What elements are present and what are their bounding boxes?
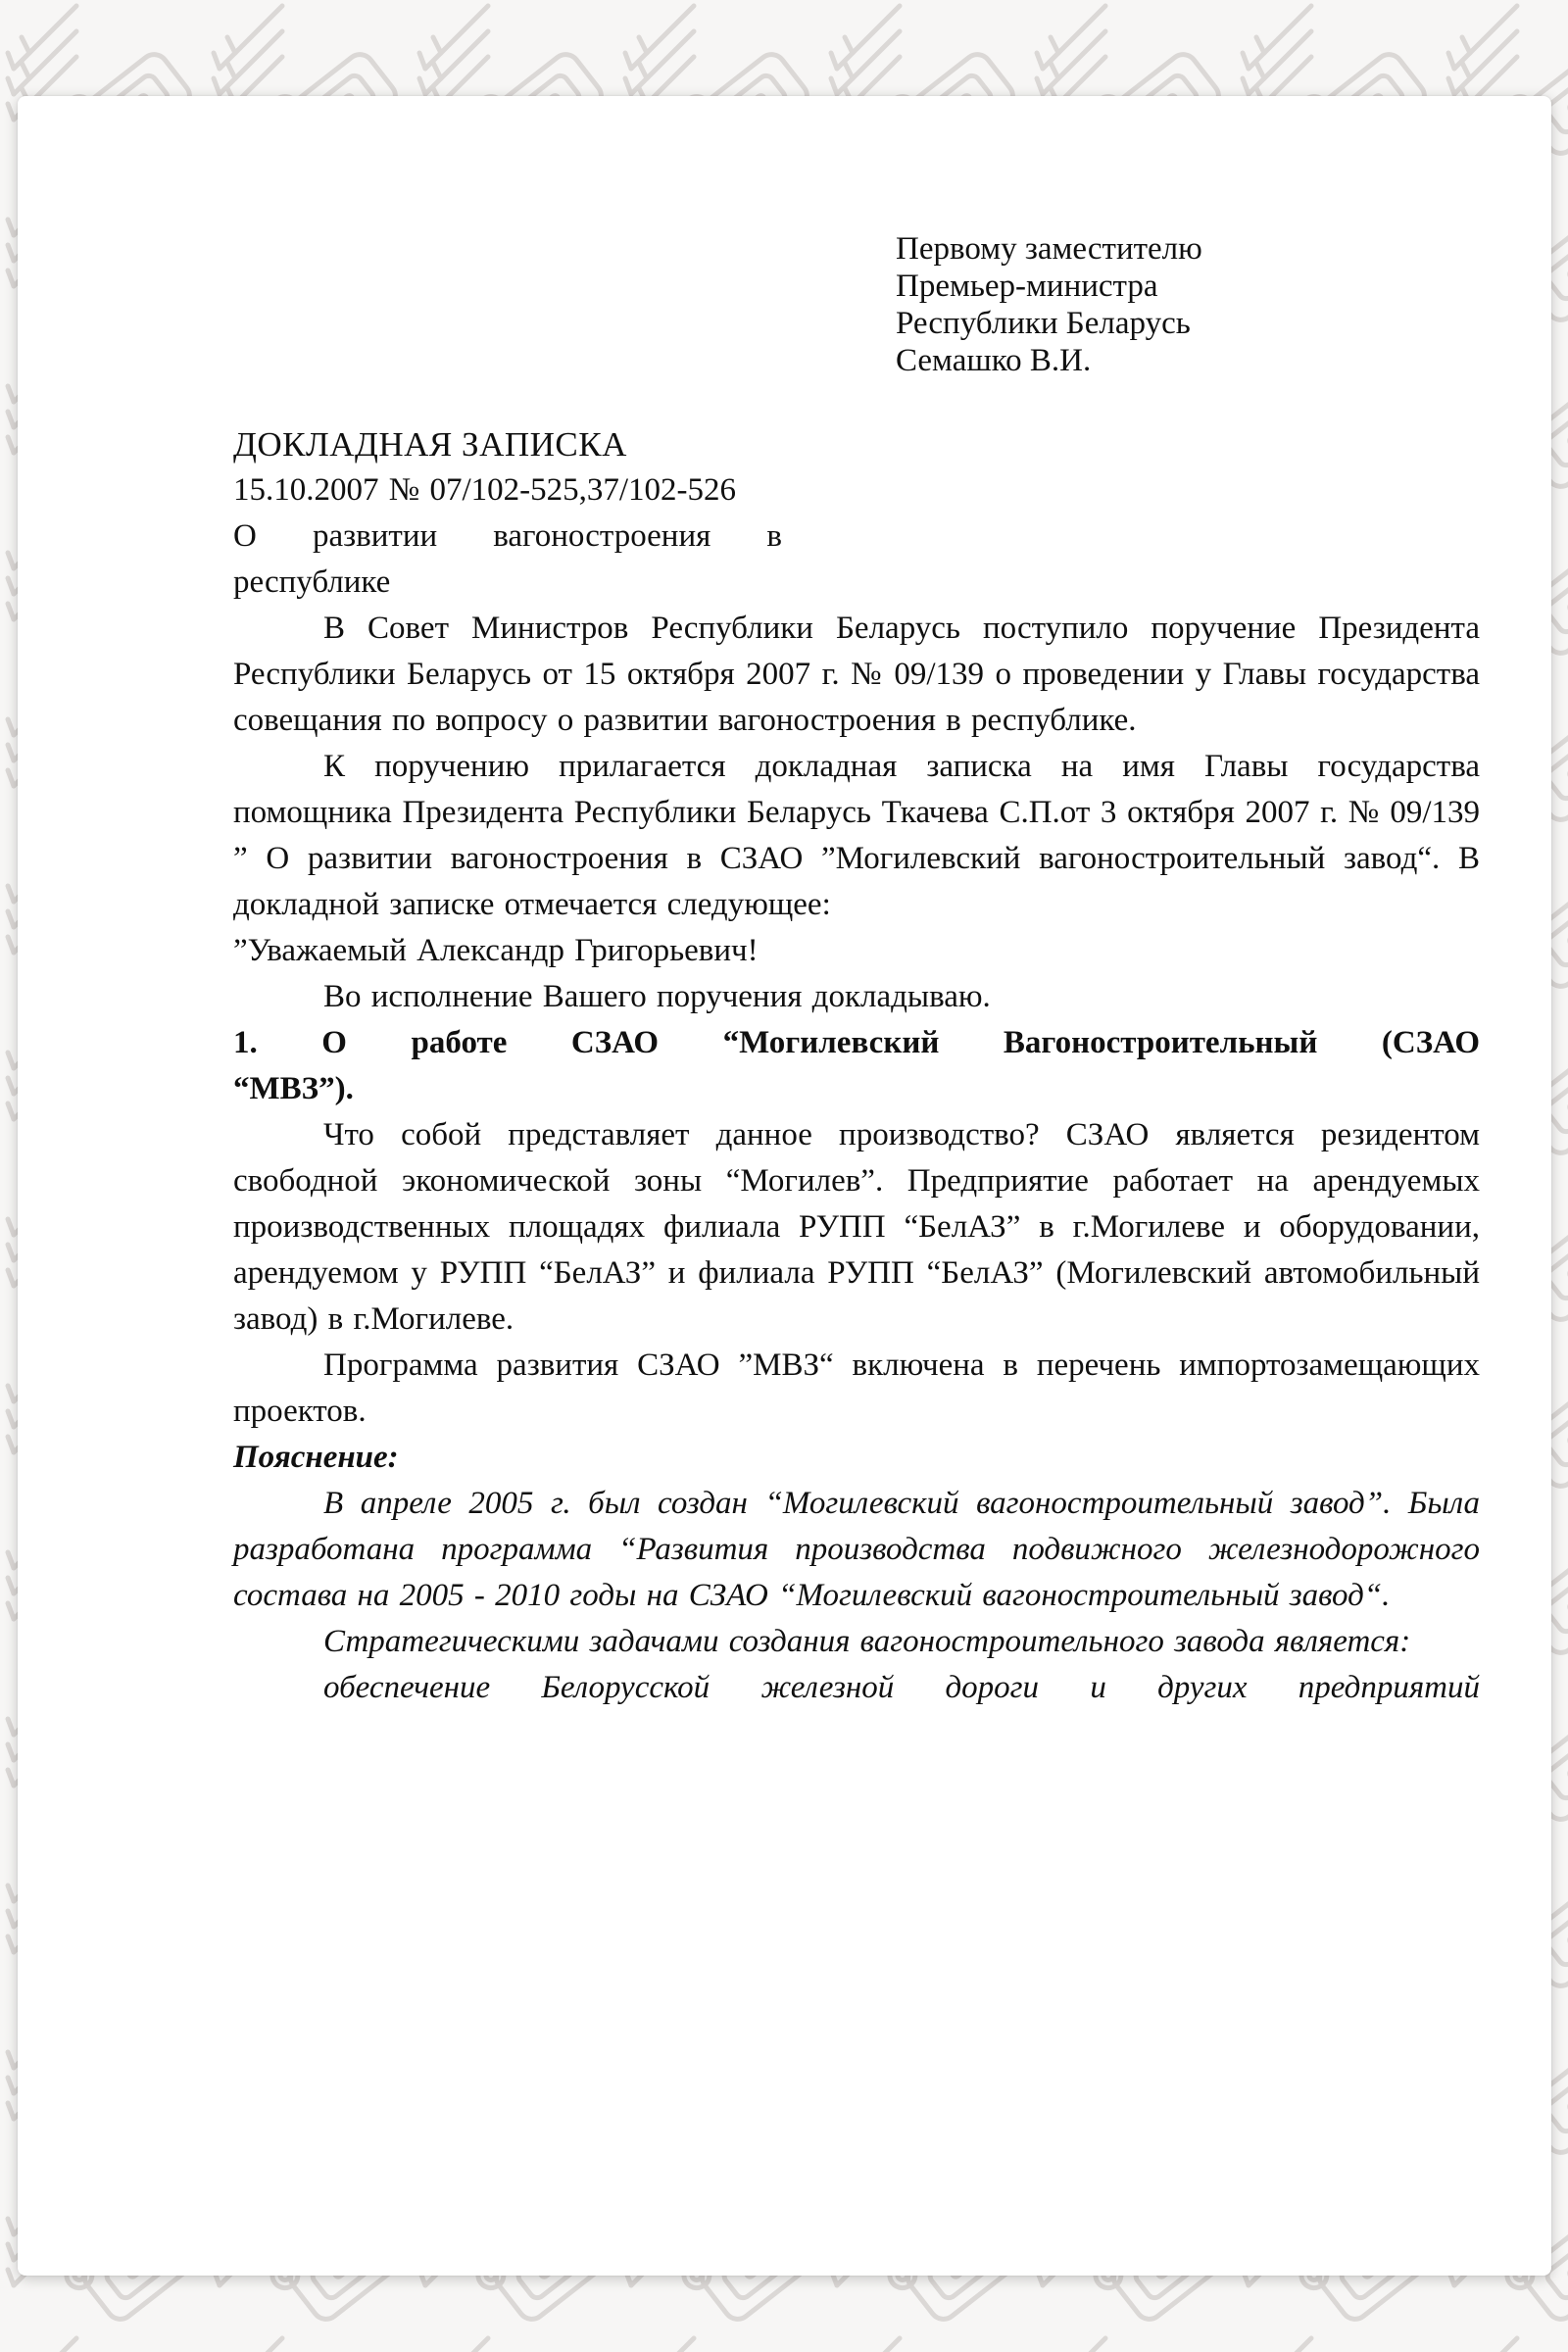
paragraph-production-description: Что собой представляет данное производство? СЗАО является резидентом свободной экономической зоны “Могилев”. Предприятие работает на арендуемых производственных площадях филиала РУПП “БелАЗ” в г.Могилеве и оборудовании, арендуемом у РУПП “БелАЗ” и филиала РУПП “БелАЗ” (Могилевский автомобильный завод) в г.Могилеве. xyxy=(233,1117,1480,1337)
document-subject: О развитии вагоностроения в республике xyxy=(233,518,782,600)
recipient-line: Республики Беларусь xyxy=(896,306,1191,341)
recipient-line: Премьер-министра xyxy=(896,269,1158,304)
paragraph-incoming-assignment: В Совет Министров Республики Беларусь поступило поручение Президента Республики Беларусь от 15 октября 2007 г. № 09/139 о проведении у Главы государства совещания по вопросу о развитии вагоностроения в республике. xyxy=(233,611,1480,738)
paragraph-strategic-tasks: Стратегическими задачами создания вагоностроительного завода является: xyxy=(323,1624,1411,1659)
heading-section-1-line-1: 1. О работе СЗАО “Могилевский Вагоностроительный (СЗАО xyxy=(233,1025,1480,1060)
label-explanation: Пояснение: xyxy=(233,1440,399,1475)
paragraph-salutation: ”Уважаемый Александр Григорьевич! xyxy=(233,933,759,968)
document-title: ДОКЛАДНАЯ ЗАПИСКА xyxy=(233,425,627,464)
paragraph-import-substitution: Программа развития СЗАО ”МВЗ“ включена в перечень импортозамещающих проектов. xyxy=(233,1348,1480,1429)
paragraph-report-opening: Во исполнение Вашего поручения докладываю. xyxy=(323,979,991,1014)
recipient-line: Первому заместителю xyxy=(896,231,1202,267)
document-number-date: 15.10.2007 № 07/102-525,37/102-526 xyxy=(233,472,737,508)
paragraph-attached-memo: К поручению прилагается докладная записка на имя Главы государства помощника Президента Республики Беларусь Ткачева С.П.от 3 октября 2007 г. № 09/139 ” О развитии вагоностроения в СЗАО ”Могилевский вагоностроительный завод“. В докладной записке отмечается следующее: xyxy=(233,749,1480,922)
recipient-line: Семашко В.И. xyxy=(896,343,1092,378)
recipient-block xyxy=(896,230,1480,379)
heading-section-1 xyxy=(233,1020,1480,1112)
heading-section-1-line-2: “МВЗ”). xyxy=(233,1071,354,1106)
paragraph-plant-history: В апреле 2005 г. был создан “Могилевский вагоностроительный завод”. Была разработана программа “Развития производства подвижного железнодорожного состава на 2005 - 2010 годы на СЗАО “Могилевский вагоностроительный завод“. xyxy=(233,1486,1480,1613)
paragraph-railway-supply: обеспечение Белорусской железной дороги и других предприятий xyxy=(323,1670,1480,1705)
document-page xyxy=(18,96,1551,2276)
